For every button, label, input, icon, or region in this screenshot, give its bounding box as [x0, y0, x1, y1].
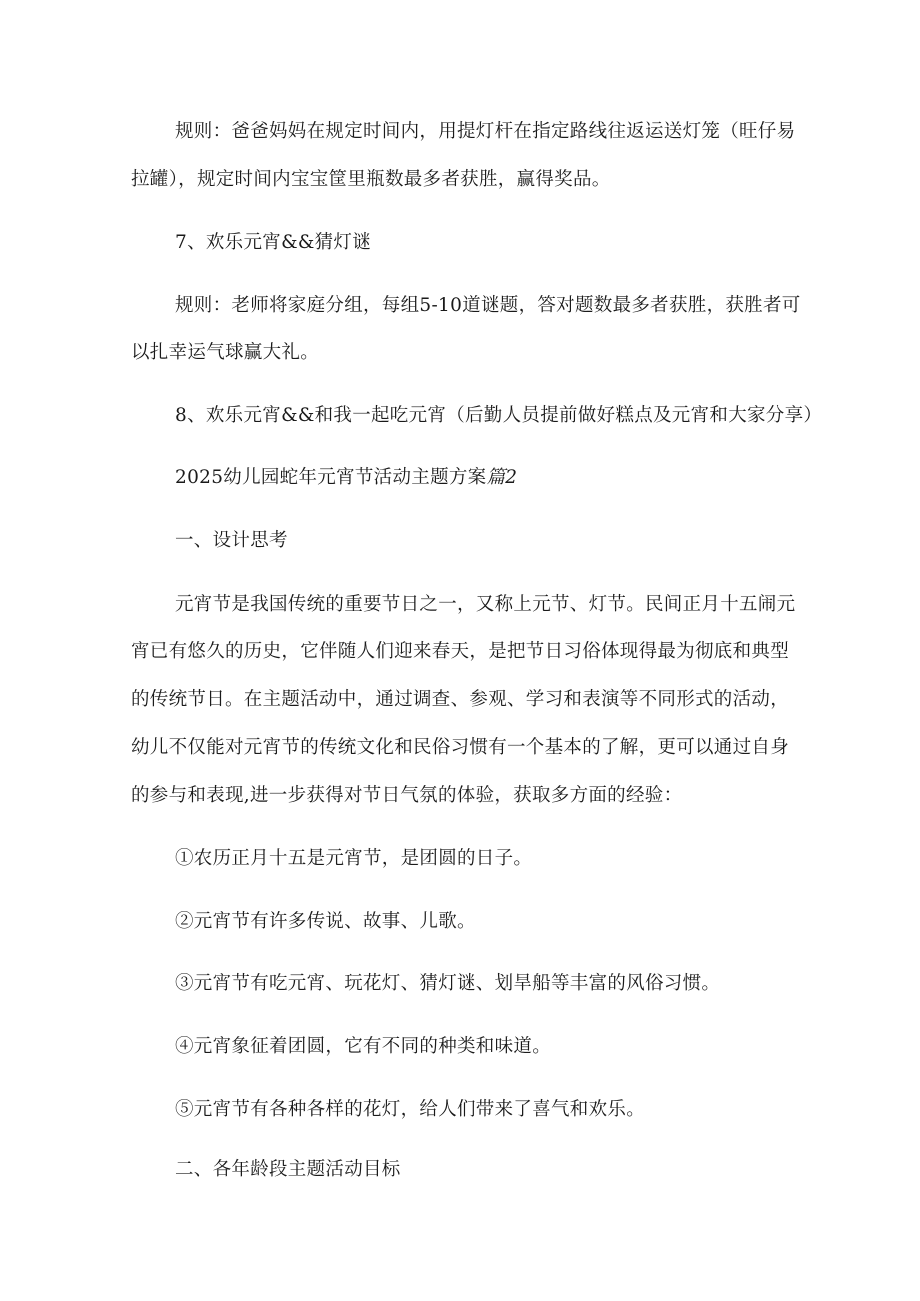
- list-item-5: ⑤元宵节有各种各样的花灯，给人们带来了喜气和欢乐。: [175, 1099, 646, 1120]
- item-8-heading: 8、欢乐元宵&&和我一起吃元宵（后勤人员提前做好糕点及元宵和大家分享）: [175, 405, 823, 426]
- section-title-suffix: 篇2: [486, 467, 518, 488]
- heading-design-thinking: 一、设计思考: [175, 530, 288, 551]
- intro-paragraph-line-2: 宵已有悠久的历史，它伴随人们迎来春天，是把节日习俗体现得最为彻底和典型: [131, 641, 790, 662]
- rule-paragraph-6-line-2: 拉罐），规定时间内宝宝筐里瓶数最多者获胜，赢得奖品。: [131, 169, 611, 190]
- intro-paragraph-line-3: 的传统节日。在主题活动中，通过调查、参观、学习和表演等不同形式的活动，: [131, 689, 790, 710]
- heading-age-group-goals: 二、各年龄段主题活动目标: [175, 1159, 401, 1180]
- rule-paragraph-6-line-1: 规则：爸爸妈妈在规定时间内，用提灯杆在指定路线往返运送灯笼（旺仔易: [175, 121, 796, 142]
- section-title-text: 2025幼儿园蛇年元宵节活动主题方案: [175, 467, 487, 488]
- item-7-heading: 7、欢乐元宵&&猜灯谜: [175, 232, 372, 253]
- list-item-1: ①农历正月十五是元宵节，是团圆的日子。: [175, 848, 533, 869]
- intro-paragraph-line-5: 的参与和表现,进一步获得对节日气氛的体验，获取多方面的经验：: [131, 785, 683, 806]
- list-item-3: ③元宵节有吃元宵、玩花灯、猜灯谜、划旱船等丰富的风俗习惯。: [175, 973, 721, 994]
- list-item-2: ②元宵节有许多传说、故事、儿歌。: [175, 911, 476, 932]
- rule-paragraph-7-line-2: 以扎幸运气球赢大礼。: [131, 342, 320, 363]
- rule-paragraph-7-line-1: 规则：老师将家庭分组，每组5-10道谜题，答对题数最多者获胜，获胜者可: [175, 295, 801, 316]
- list-item-4: ④元宵象征着团圆，它有不同的种类和味道。: [175, 1036, 552, 1057]
- intro-paragraph-line-1: 元宵节是我国传统的重要节日之一，又称上元节、灯节。民间正月十五闹元: [175, 594, 796, 615]
- section-title: [175, 466, 517, 490]
- intro-paragraph-line-4: 幼儿不仅能对元宵节的传统文化和民俗习惯有一个基本的了解，更可以通过自身: [131, 737, 790, 758]
